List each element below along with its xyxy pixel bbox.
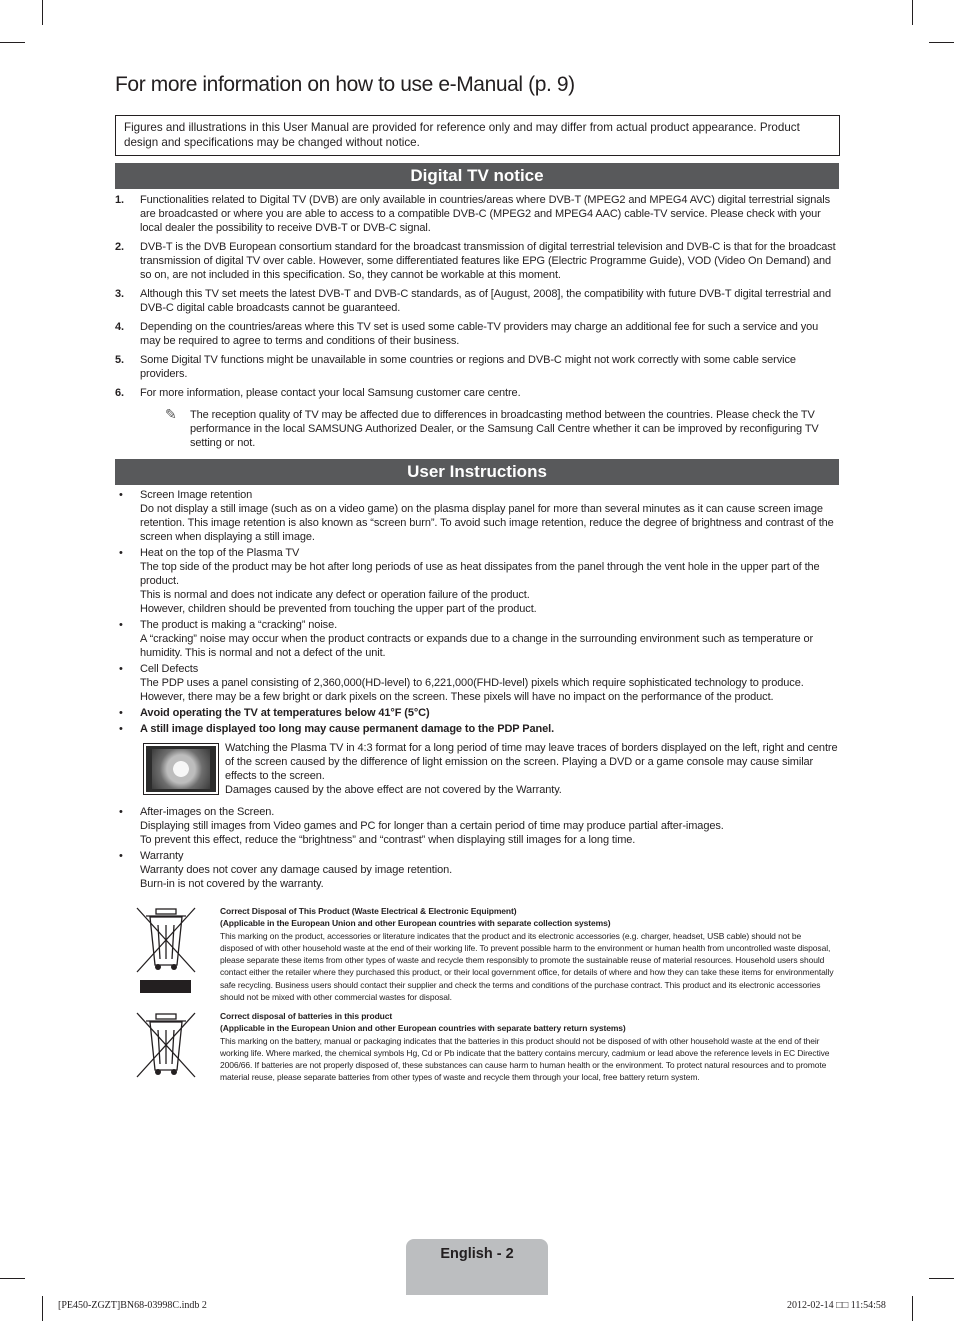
crop-mark (0, 1278, 25, 1279)
item-title: Avoid operating the TV at temperatures below 41°F (5°C) (140, 707, 430, 719)
print-timestamp: 2012-02-14 □□ 11:54:58 (787, 1300, 886, 1311)
item-text: Watching the Plasma TV in 4:3 format for a long period of time may leave traces of borders displayed on the left, right and centre of the screen caused by the difference of light emission on the screen. Playing a DVD or a game console may cause similar effects to the screen. (225, 742, 838, 782)
item-text: Functionalities related to Digital TV (DVB) are only available in countries/areas where DVB-T (MPEG2 and MPEG4 AVC) digital terrestrial signals are broadcasted or where you are able to access to a compatible DVB-C (MPEG2 and MPEG4 AAC) cable-TV service. Please check with your local dealer the possibility to receive DVB-T or DVB-C signal. (140, 194, 831, 234)
list-item (115, 320, 839, 348)
list-item (115, 488, 839, 544)
disclaimer-box: Figures and illustrations in this User Manual are provided for reference only and may differ from actual product appearance. Product design and specifications may be changed without notice. (115, 115, 840, 156)
battery-body: This marking on the battery, manual or packaging indicates that the batteries in this product should not be disposed of with other household waste at the end of their working life. Where marked, the chemical symbols Hg, Cd or Pb indicate that the battery contains mercury, cadmium or lead above the reference levels in EC Directive 2006/66. If batteries are not properly disposed of, these substances can cause harm to human health or the environment. To protect natural resources and to promote material reuse, please separate batteries from other types of waste and recycle them through your local, free battery return system. (220, 1035, 830, 1083)
weee-title: Correct Disposal of This Product (Waste Electrical & Electronic Equipment) (220, 906, 517, 916)
item-text: Warranty does not cover any damage caused by image retention. (140, 864, 453, 876)
list-item (115, 287, 839, 315)
item-text: The top side of the product may be hot after long periods of use as heat dissipates from the panel through the vent hole in the upper part of the product. (140, 561, 820, 587)
item-text: A “cracking” noise may occur when the product contracts or expands due to a change in the surrounding environment such as temperature or humidity. This is normal and not a defect of the unit. (140, 633, 814, 659)
item-number: 3. (115, 288, 124, 300)
crop-mark (912, 0, 913, 25)
item-title: The product is making a “cracking” noise. (140, 619, 338, 631)
section-heading-digital-tv: Digital TV notice (115, 163, 839, 189)
note-text: The reception quality of TV may be affected due to differences in broadcasting method between the countries. Please check the TV performance in the local SAMSUNG Authorized Dealer, or the Samsung Call Centre whether it can be improved by reconfiguring TV setting or not. (190, 409, 819, 449)
list-item (115, 618, 839, 660)
crop-mark (912, 1296, 913, 1321)
bullet: • (119, 707, 123, 719)
crop-mark (42, 1296, 43, 1321)
bullet: • (119, 806, 123, 818)
still-image-warning (140, 741, 839, 797)
item-title: Heat on the top of the Plasma TV (140, 547, 300, 559)
item-text: This is normal and does not indicate any defect or operation failure of the product. (140, 589, 530, 601)
user-instructions-list (115, 488, 839, 893)
item-text: DVB-T is the DVB European consortium standard for the broadcast transmission of digital terrestrial television and DVB-C is that for the broadcast transmission of digital TV over cable. However, some differentiated features like EPG (Electric Programme Guide), VOD (Video On Demand) and so on, are not included in this specification. So, they cannot be workable at this moment. (140, 241, 836, 281)
bullet: • (119, 723, 123, 735)
item-text: Depending on the countries/areas where this TV set is used some cable-TV providers may charge an additional fee for such a service and you may be required to agree to terms and conditions of their business. (140, 321, 819, 347)
item-text: For more information, please contact your local Samsung customer care centre. (140, 387, 521, 399)
item-text: Some Digital TV functions might be unavailable in some countries or regions and DVB-C might not work correctly with some cable service providers. (140, 354, 796, 380)
crop-mark (42, 0, 43, 25)
list-item (115, 662, 839, 704)
weee-subtitle: (Applicable in the European Union and other European countries with separate collection systems) (220, 918, 611, 929)
digital-tv-list (115, 193, 839, 455)
item-number: 4. (115, 321, 124, 333)
bullet: • (119, 619, 123, 631)
battery-title: Correct disposal of batteries in this product (220, 1011, 393, 1021)
bullet: • (119, 663, 123, 675)
item-title: Cell Defects (140, 663, 199, 675)
battery-subtitle: (Applicable in the European Union and other European countries with separate battery return systems) (220, 1023, 626, 1034)
item-text: Burn-in is not covered by the warranty. (140, 878, 324, 890)
item-number: 1. (115, 194, 124, 206)
item-title: After-images on the Screen. (140, 806, 275, 818)
item-text: The PDP uses a panel consisting of 2,360,000(HD-level) to 6,221,000(FHD-level) pixels which require sophisticated technology to produce. However, there may be a few bright or dark pixels on the screen. These pixels will have no impact on the performance of the product. (140, 677, 804, 703)
item-title: Screen Image retention (140, 489, 253, 501)
list-item (115, 805, 839, 847)
list-item (115, 722, 839, 797)
item-text: To prevent this effect, reduce the “brightness” and “contrast” when displaying still images for a long time. (140, 834, 636, 846)
weee-disposal-section (134, 905, 834, 1003)
print-file-label: [PE450-ZGZT]BN68-03998C.indb 2 (58, 1300, 207, 1311)
list-item (115, 353, 839, 381)
page-number-tab: English - 2 (406, 1239, 548, 1295)
item-text: Damages caused by the above effect are not covered by the Warranty. (225, 784, 562, 796)
item-text: Displaying still images from Video games and PC for longer than a certain period of time may produce partial after-images. (140, 820, 724, 832)
item-number: 2. (115, 241, 124, 253)
list-item (115, 240, 839, 282)
weee-body: This marking on the product, accessories or literature indicates that the product and its electronic accessories (e.g. charger, headset, USB cable) should not be disposed of with other household waste at the end of their working life. To prevent possible harm to the environment or human health from uncontrolled waste disposal, please separate these items from other types of waste and recycle them responsibly to promote the sustainable reuse of material resources. Household users should contact either the retailer where they purchased this product, or their local government office, for details of where and how they can take these items for environmentally safe recycling. Business users should contact their supplier and check the terms and conditions of the purchase contract. This product and its electronic accessories should not be mixed with other commercial wastes for disposal. (220, 930, 834, 1003)
item-text: Do not display a still image (such as on a video game) on the plasma display panel for more than several minutes as it can cause screen image retention. This image retention is also known as “screen burn”. To avoid such image retention, reduce the degree of brightness and contrast of the screen when displaying a still image. (140, 503, 834, 543)
weee-text (220, 905, 834, 1003)
item-title: Warranty (140, 850, 184, 862)
tv-screen-illustration (143, 743, 219, 795)
crossed-bin-icon (134, 1010, 198, 1080)
crop-mark (929, 42, 954, 43)
page-title: For more information on how to use e-Manual (p. 9) (115, 73, 575, 96)
crossed-bin-icon (134, 905, 198, 975)
crop-mark (929, 1278, 954, 1279)
crop-mark (0, 42, 25, 43)
reception-note (140, 408, 839, 450)
item-number: 6. (115, 387, 124, 399)
item-text: However, children should be prevented from touching the upper part of the product. (140, 603, 537, 615)
bullet: • (119, 850, 123, 862)
list-item (115, 706, 839, 720)
item-text: Although this TV set meets the latest DVB-T and DVB-C standards, as of [August, 2008], the compatibility with future DVB-T digital terrestrial and DVB-C digital cable broadcasts cannot be guaranteed. (140, 288, 831, 314)
weee-marking-bar (140, 980, 191, 993)
battery-disposal-section (134, 1010, 834, 1084)
battery-text (220, 1010, 834, 1084)
pencil-note-icon: ✎ (165, 406, 177, 422)
section-heading-user-instructions: User Instructions (115, 459, 839, 485)
list-item (115, 386, 839, 450)
item-title: A still image displayed too long may cause permanent damage to the PDP Panel. (140, 723, 555, 735)
bullet: • (119, 547, 123, 559)
bullet: • (119, 489, 123, 501)
list-item (115, 546, 839, 616)
list-item (115, 849, 839, 891)
list-item (115, 193, 839, 235)
item-number: 5. (115, 354, 124, 366)
